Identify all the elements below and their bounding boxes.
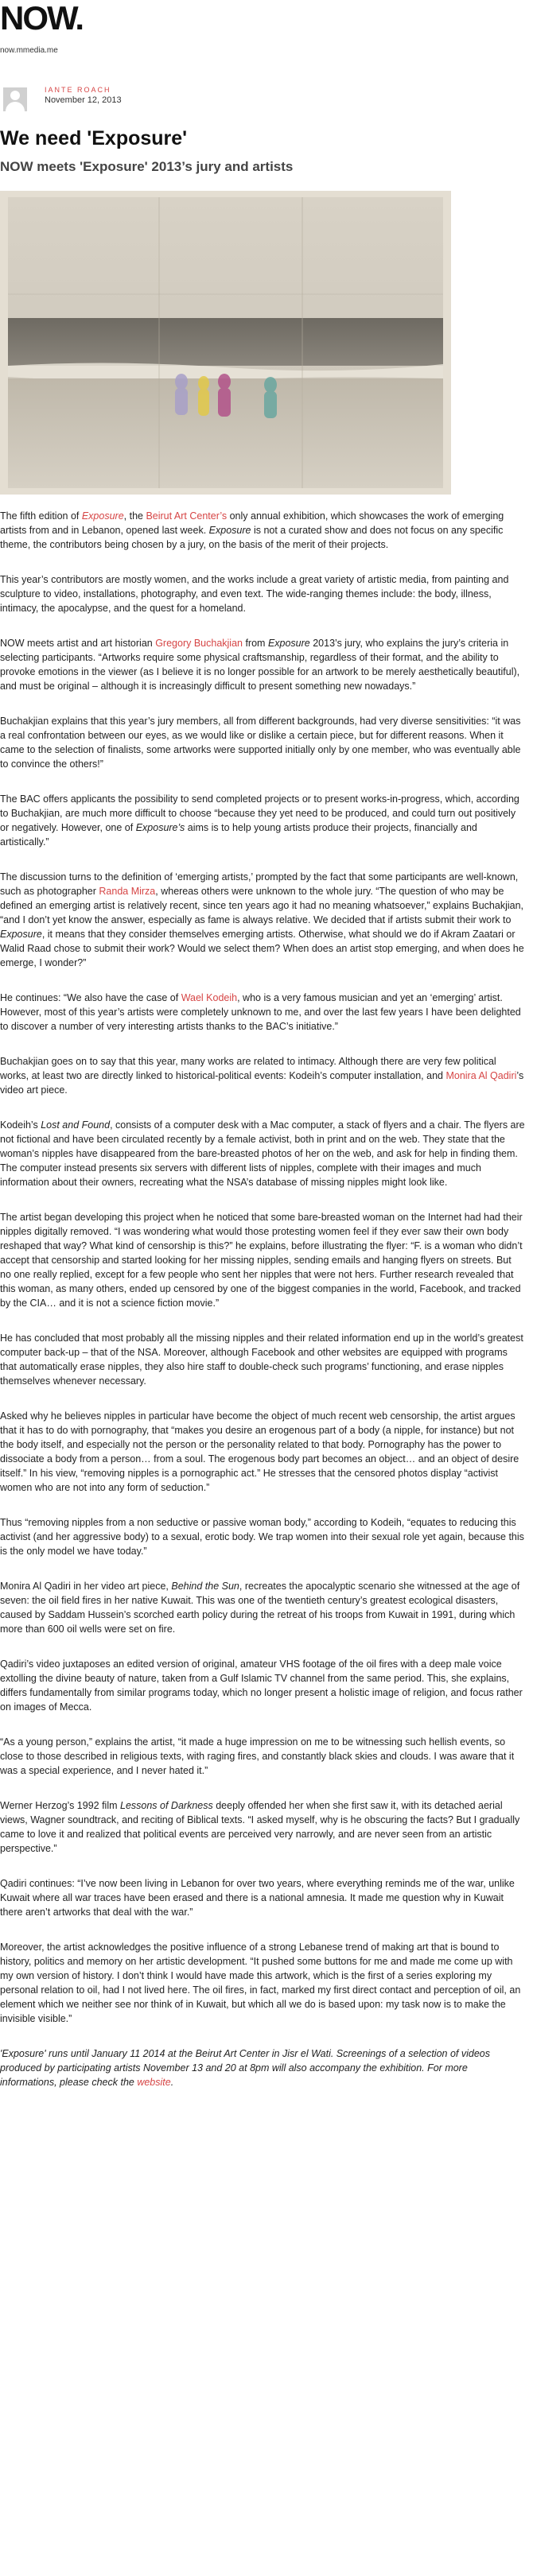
inline-link[interactable]: Beirut Art Center’s (146, 510, 228, 522)
article-paragraph (0, 2046, 525, 2089)
author-name[interactable]: IANTE ROACH (45, 86, 111, 94)
paragraph-text: He has concluded that most probably all the missing nipples and their related information end up in the world’s greatest computer back-up – that of the NSA. Moreover, although Facebook and other websites are equipped with programs that automatically erase nipples, they also hire staff to double-check such programs’ functioning, and erase nipples themselves whenever necessary. (0, 1333, 523, 1387)
paragraph-text: aims is to help young artists produce their projects, financially and artistically.” (0, 822, 477, 848)
avatar (3, 87, 27, 111)
paragraph-text: Buchakjian goes on to say that this year, many works are related to intimacy. Although there are very few political works, at least two are directly linked to historical-political events: Kodeih’s computer installation, and (0, 1056, 496, 1081)
paragraph-text: Moreover, the artist acknowledges the positive influence of a strong Lebanese trend of making art that is bound to history, politics and memory on her artistic development. “It pushed some buttons for me and made me come up with my own version of history. I don’t think I would have made this artwork, which is the first of a series exploring my personal relation to oil, had I not lived here. The oil fires, in fact, marked my first direct contact and perception of oil, an element which we neither see nor think of in Kuwait, but which all we do is based upon: my task now is to make the invisible visible.” (0, 1942, 521, 2024)
paragraph-text: Lost and Found (41, 1119, 111, 1131)
paragraph-text: The artist began developing this project when he noticed that some bare-breasted woman on the Internet had had their nipples digitally removed. “I was wondering what would those protesting women feel if they ever saw their own body reshaped that way? What kind of censorship is this?” he explains, before illustrating the flyer: “F. is a woman who didn’t accept that censorship and started looking for her missing nipples, sending emails and hanging flyers on streets. But no one really replied, except for a few people who sent her nipples that were not hers. Further research revealed that this woman, as many others, ended up censored by one of the biggest companies in the world, Facebook, and tracked by the CIA… and it is not a science fiction movie.” (0, 1212, 523, 1309)
paragraph-text: The fifth edition of (0, 510, 82, 522)
paragraph-text: , the (123, 510, 146, 522)
article-paragraph (0, 1331, 525, 1388)
paragraph-text: Exposure (267, 638, 310, 649)
inline-link[interactable]: Monira Al Qadiri (445, 1070, 517, 1081)
inline-link[interactable]: Wael Kodeih (181, 992, 238, 1003)
author-row (0, 73, 533, 108)
hero-photo-beach-figures (0, 191, 451, 495)
inline-link[interactable]: Randa Mirza (99, 886, 156, 897)
paragraph-text: Exposure (0, 929, 42, 940)
paragraph-text: The discussion turns to the definition of ‘emerging artists,’ prompted by the fact that some participants are well-known, such as photographer (0, 871, 519, 897)
article-paragraph (0, 870, 525, 970)
post-date: November 12, 2013 (45, 95, 122, 105)
article-paragraph (0, 1210, 525, 1310)
paragraph-text: Qadiri’s video juxtaposes an edited version of original, amateur VHS footage of the oil fires with a deep male voice extolling the divine beauty of nature, taken from a Gulf Islamic TV channel from the same period. This, she explains, differs fundamentally from similar programs today, which no longer present a holistic image of religion, and focus rather on images of Mecca. (0, 1658, 523, 1713)
site-url[interactable]: now.mmedia.me (0, 46, 58, 55)
paragraph-text: Buchakjian explains that this year’s jury members, all from different backgrounds, had very diverse sensitivities: “it was a real confrontation between our eyes, as we would like or dislike a certain piece, but for different reasons. When it came to the selection of finalists, some artworks were supported initially only by one member, who was eventually able to convince the others!” (0, 716, 521, 770)
paragraph-text: Werner Herzog’s 1992 film (0, 1800, 120, 1811)
paragraph-text: He continues: “We also have the case of (0, 992, 181, 1003)
article-paragraph (0, 991, 525, 1034)
article-body (0, 509, 525, 2110)
paragraph-text: Exposure’s (135, 822, 185, 833)
paragraph-text: , recreates the apocalyptic scenario she witnessed at the age of seven: the oil field fires in her native Kuwait. This was one of the twentieth century’s greatest ecological disasters, caused by Saddam Hussein’s scorched earth policy during the retreat of his troops from Kuwait in 1991, during which more than 600 oil wells were set on fire. (0, 1581, 520, 1635)
hero-image (0, 191, 451, 495)
paragraph-text: , consists of a computer desk with a Mac computer, a stack of flyers and a chair. The flyers are not fictional and have been circulated recently by a female activist, both in print and on the web. They state that the woman’s nipples have disappeared from the bare-breasted photos of her on the web, and ask for help in finding them. The computer instead presents six servers with different lists of nipples, complete with their images and much information about their owners, recreating what the NSA’s database of missing nipples might look like. (0, 1119, 525, 1188)
paragraph-text: Exposure (208, 525, 251, 536)
article-paragraph (0, 636, 525, 693)
paragraph-text: , it means that they consider themselves emerging artists. Otherwise, what should we do if Akram Zaatari or Walid Raad chose to submit their work? Would we select them? When does an artist stop emerging, and when does he emerge, I wonder?” (0, 929, 524, 968)
article-paragraph (0, 1798, 525, 1856)
paragraph-text: from (242, 638, 268, 649)
article-paragraph (0, 509, 525, 552)
article-paragraph (0, 714, 525, 771)
inline-link[interactable]: Exposure (81, 510, 124, 522)
paragraph-text: 2013’s jury, who explains the jury’s criteria in selecting participants. “Artworks require some physical craftsmanship, regardless of their format, and the ability to provoke emotions in the viewer (as I believe it is no longer possible for an artwork to be merely aesthetically beautiful), and must be original – although it is increasingly difficult to present something new nowadays.” (0, 638, 520, 692)
article-paragraph (0, 1940, 525, 2026)
article-paragraph (0, 792, 525, 849)
paragraph-text: This year’s contributors are mostly women, and the works include a great variety of artistic media, from painting and sculpture to video, installations, photography, and even text. The wide-ranging themes include: the body, illness, intimacy, the apocalypse, and the quest for a homeland. (0, 574, 509, 614)
site-logo[interactable]: NOW. (0, 0, 83, 37)
paragraph-text: The BAC offers applicants the possibility to send completed projects or to present works-in-progress, which, according to Buchakjian, are much more difficult to choose “because they yet need to be produced, and could turn out positively or negatively. However, one of (0, 793, 519, 833)
paragraph-text: NOW meets artist and art historian (0, 638, 156, 649)
article-paragraph (0, 1118, 525, 1189)
article-paragraph (0, 1054, 525, 1097)
paragraph-text: Monira Al Qadiri in her video art piece, (0, 1581, 172, 1592)
paragraph-text: 'Exposure' runs until January 11 2014 at the Beirut Art Center in Jisr el Wati. Screenings of a selection of videos produced by participating artists November 13 and 20 at 8pm will also accompany the exhibition. For more informations, please check the (0, 2048, 490, 2088)
site-header (0, 0, 533, 37)
inline-link[interactable]: website (137, 2077, 171, 2088)
paragraph-text: Qadiri continues: “I’ve now been living in Lebanon for over two years, where everything reminds me of the war, unlike Kuwait where all war traces have been erased and there is a national amnesia. It made me question why in Kuwait there aren’t artworks that deal with the war.” (0, 1878, 515, 1918)
article-subtitle: NOW meets 'Exposure' 2013’s jury and artists (0, 159, 294, 174)
paragraph-text: Kodeih’s (0, 1119, 41, 1131)
article-paragraph (0, 1409, 525, 1495)
paragraph-text: is not a curated show and does not focus on any specific theme, the contributors being chosen by a jury, on the basis of the merit of their projects. (0, 525, 504, 550)
article-paragraph (0, 1579, 525, 1636)
paragraph-text: Asked why he believes nipples in particular have become the object of much recent web censorship, the artist argues that it has to do with pornography, that “makes you desire an erogenous part of a body (a nipple, for instance) but not the body itself, and especially not the person or the personality related to that body. Pornography has the power to dissociate a body from a person… from a soul. The erogenous body part becomes an object… and an object of desire itself.” In his view, “removing nipples is a pornographic act.” He stresses that the censored photos display “activist women who are not into any form of seduction.” (0, 1410, 519, 1493)
article-paragraph (0, 1735, 525, 1778)
paragraph-text: only annual exhibition, which showcases the work of emerging artists from and in Lebanon, opened last week. (0, 510, 504, 536)
article-paragraph (0, 572, 525, 615)
paragraph-text: “As a young person,” explains the artist, “it made a huge impression on me to be witnessing such hellish events, so close to those described in religious texts, with raging fires, and constantly black skies and clouds. I was aware that it was a special experience, and I never hated it.” (0, 1736, 515, 1776)
article-title: We need 'Exposure' (0, 127, 188, 149)
paragraph-text: deeply offended her when she first saw it, with its detached aerial views, Wagner soundtrack, and reciting of Biblical texts. “I asked myself, why is he obscuring the facts? But I gradually came to love it and realized that political events are perceived very narrowly, and are never seen from an artistic perspective.” (0, 1800, 520, 1854)
article-paragraph (0, 1515, 525, 1558)
article-paragraph (0, 1657, 525, 1714)
inline-link[interactable]: Gregory Buchakjian (155, 638, 243, 649)
paragraph-text: , who is a very famous musician and yet an ‘emerging’ artist. However, most of this year’s artists were completely unknown to me, and over the last few years I have been delighted to discover a number of very interesting artists thanks to the BAC’s initiative.” (0, 992, 521, 1032)
paragraph-text: Lessons of Darkness (120, 1800, 213, 1811)
paragraph-text: , whereas others were unknown to the whole jury. “The question of who may be defined an emerging artist is relatively recent, since ten years ago it had no meaning whatsoever,” explains Buchakjian, “and I don’t yet know the answer, especially as fame is always relative. We decided that if artists submit their work to (0, 886, 524, 925)
paragraph-text: . (170, 2077, 174, 2088)
paragraph-text: Behind the Sun (171, 1581, 239, 1592)
paragraph-text: ’s video art piece. (0, 1070, 524, 1096)
paragraph-text: Thus “removing nipples from a non seductive or passive woman body,” according to Kodeih, “equates to reducing this activist (and her aggressive body) to a sexual, erotic body. We trap women into their sexual role yet again, because this is the only model we have today.” (0, 1517, 524, 1557)
article-paragraph (0, 1876, 525, 1919)
